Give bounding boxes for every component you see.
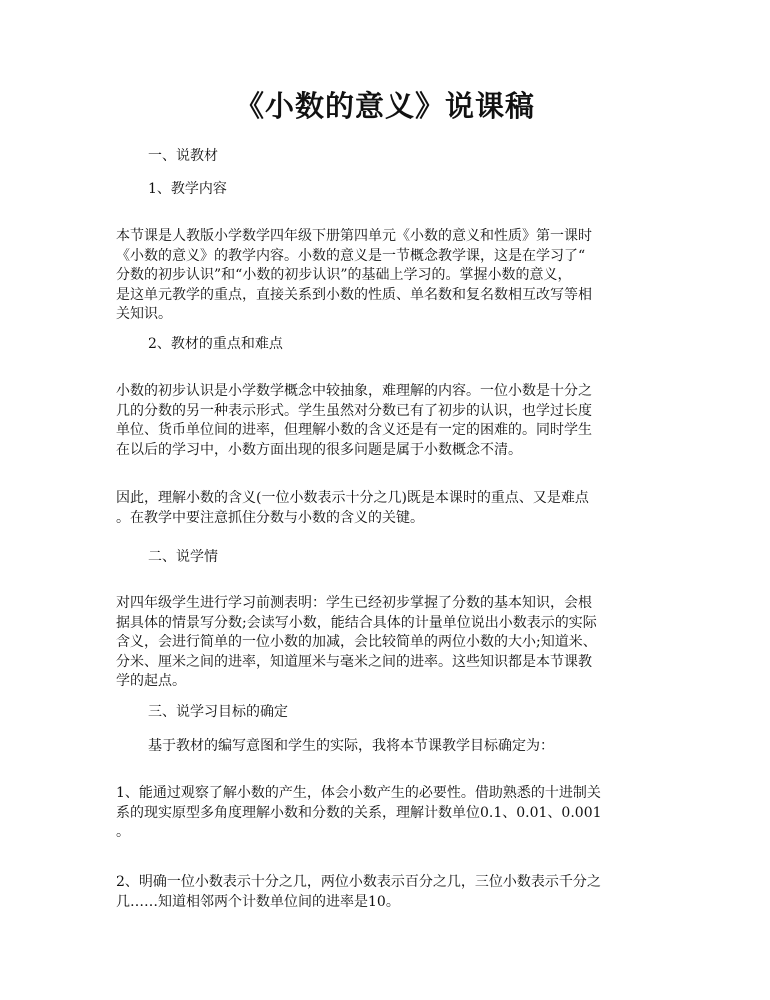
section-heading-learner-analysis: 二、说学情	[148, 549, 218, 565]
text-line: 含义，会进行简单的一位小数的加减，会比较简单的两位小数的大小;知道米、	[116, 634, 597, 650]
text-line: 几……知道相邻两个计数单位间的进率是10。	[116, 893, 400, 910]
paragraph-learner-analysis	[116, 594, 656, 692]
text-line: 关知识。	[116, 306, 172, 322]
text-line: 分数的初步认识”和“小数的初步认识”的基础上学习的。掌握小数的意义，	[116, 267, 572, 283]
text-line: 几的分数的另一种表示形式。学生虽然对分数已有了初步的认识，也学过长度	[116, 402, 592, 419]
text-line: 本节课是人教版小学数学四年级下册第四单元《小数的意义和性质》第一课时	[116, 228, 592, 244]
text-line: 是这单元教学的重点，直接关系到小数的性质、单名数和复名数相互改写等相	[116, 286, 592, 303]
text-line: 据具体的情景写分数;会读写小数，能结合具体的计量单位说出小数表示的实际	[116, 614, 597, 631]
text-line: 学的起点。	[116, 673, 186, 689]
text-line: 系的现实原型多角度理解小数和分数的关系，理解计数单位0.1、0.01、0.001	[116, 804, 602, 821]
paragraph-goal-2	[116, 873, 656, 912]
text-line: 2、明确一位小数表示十分之几，两位小数表示百分之几，三位小数表示千分之	[116, 874, 601, 890]
paragraph-teaching-content	[116, 227, 656, 325]
page-title: 《小数的意义》说课稿	[234, 89, 535, 123]
text-line: 1、能通过观察了解小数的产生，体会小数产生的必要性。借助熟悉的十进制关	[116, 785, 601, 801]
text-line: 对四年级学生进行学习前测表明：学生已经初步掌握了分数的基本知识，会根	[116, 595, 592, 611]
section-heading-teaching-material: 一、说教材	[148, 148, 218, 164]
paragraph-goal-1	[116, 784, 656, 843]
text-line: 在以后的学习中，小数方面出现的很多问题是属于小数概念不清。	[116, 441, 522, 458]
paragraph-learning-goals-intro: 基于教材的编写意图和学生的实际，我将本节课教学目标确定为：	[148, 738, 554, 754]
paragraph-key-points	[116, 382, 656, 460]
text-line: 小数的初步认识是小学数学概念中较抽象，难理解的内容。一位小数是十分之	[116, 383, 592, 399]
subsection-heading-teaching-content: 1、教学内容	[148, 181, 227, 197]
paragraph-key-points-conclusion	[116, 489, 656, 528]
text-line: 单位、货币单位间的进率，但理解小数的含义还是有一定的困难的。同时学生	[116, 422, 592, 438]
subsection-heading-key-points: 2、教材的重点和难点	[148, 336, 283, 352]
text-line: 因此，理解小数的含义(一位小数表示十分之几)既是本课时的重点、又是难点	[116, 490, 589, 506]
text-line: 分米、厘米之间的进率，知道厘米与毫米之间的进率。这些知识都是本节课教	[116, 653, 592, 670]
text-line: 。	[116, 824, 130, 840]
text-line: 《小数的意义》的教学内容。小数的意义是一节概念教学课，这是在学习了“	[116, 247, 586, 264]
text-line: 。在教学中要注意抓住分数与小数的含义的关键。	[116, 509, 424, 526]
section-heading-learning-goals: 三、说学习目标的确定	[148, 704, 288, 720]
